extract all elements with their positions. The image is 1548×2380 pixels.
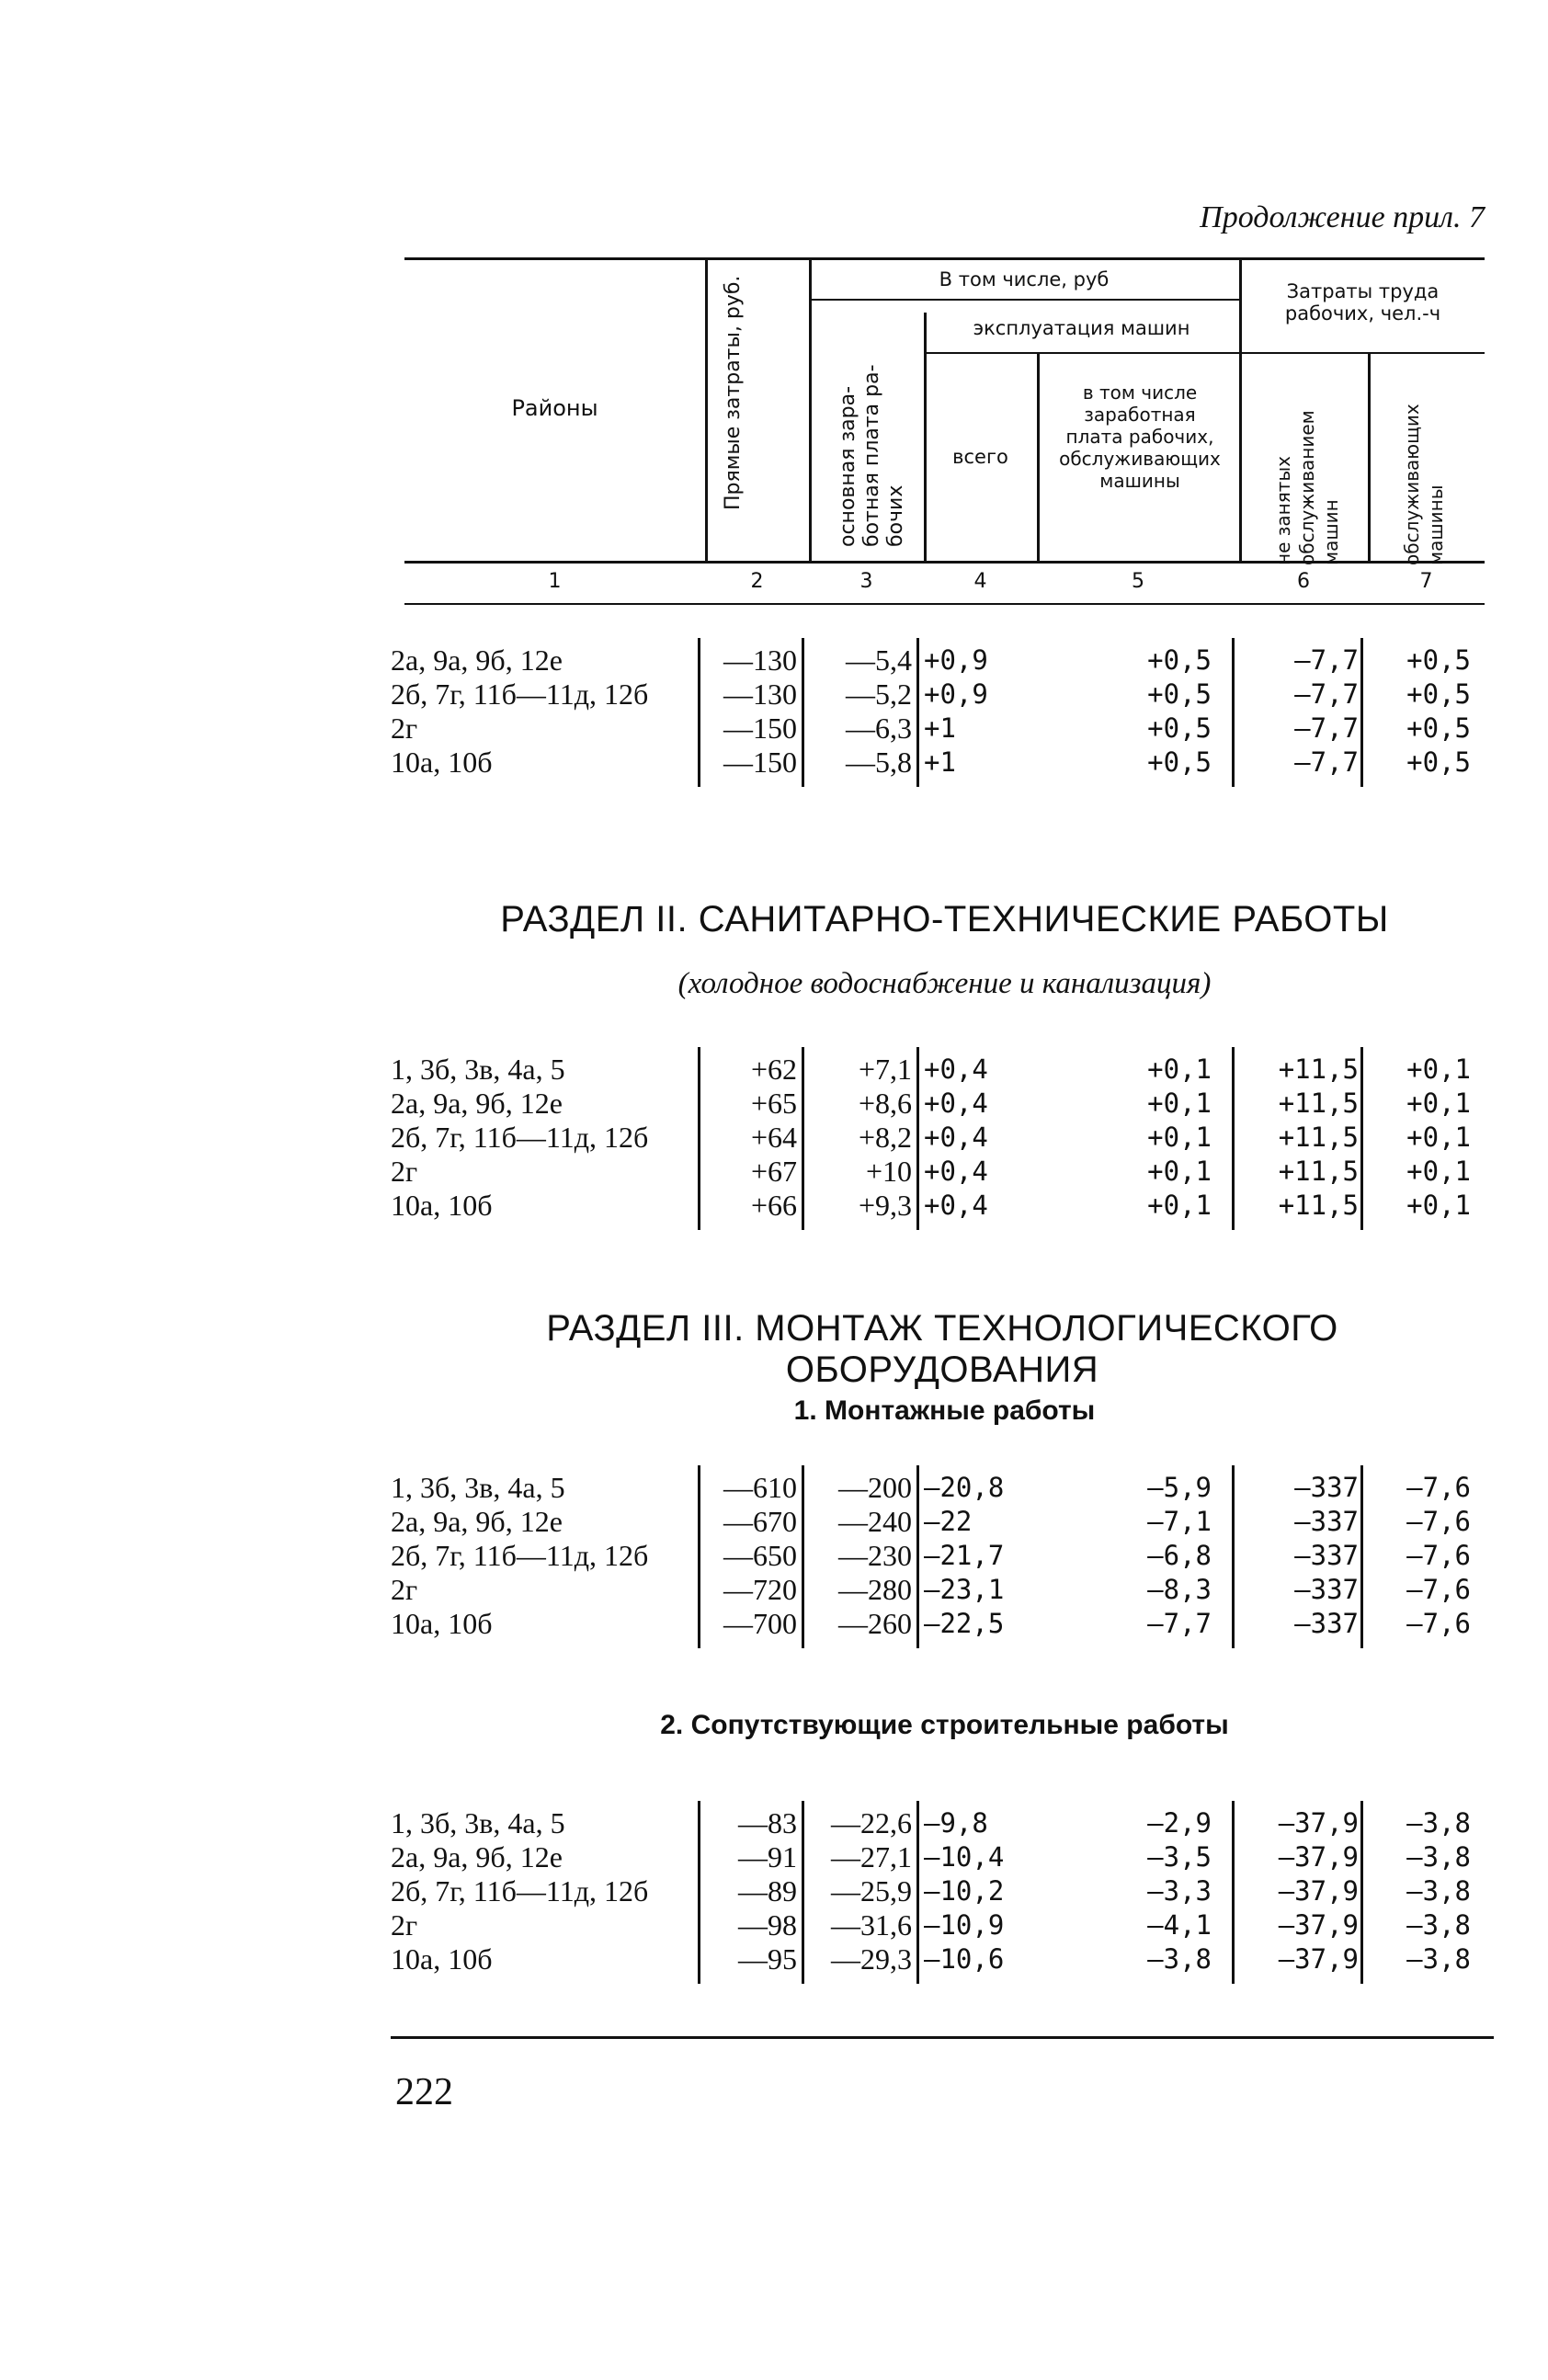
table-cell: +0,5 xyxy=(1406,746,1471,778)
table-cell: 2г xyxy=(391,1908,418,1942)
table-cell: +0,5 xyxy=(1406,712,1471,744)
machines-total-col xyxy=(924,1053,1030,1223)
header-divider xyxy=(1368,354,1371,564)
table-cell: —130 xyxy=(723,643,797,677)
regions-col xyxy=(391,1053,694,1223)
table-cell: —22,6 xyxy=(831,1806,912,1839)
table-cell: —670 xyxy=(723,1505,797,1538)
table-cell: +0,4 xyxy=(924,1190,988,1221)
column-divider xyxy=(916,638,919,787)
table-cell: —10,9 xyxy=(924,1909,1005,1941)
machine-wage-col xyxy=(1037,643,1212,780)
bottom-rule xyxy=(391,2036,1494,2039)
table-cell: —337 xyxy=(1294,1506,1359,1537)
table-cell: +0,1 xyxy=(1147,1088,1212,1119)
table-cell: +0,1 xyxy=(1406,1122,1471,1153)
wage-col xyxy=(809,643,912,780)
machines-total-col xyxy=(924,643,1030,780)
header-divider xyxy=(705,260,708,564)
table-cell: +0,5 xyxy=(1147,678,1212,710)
table-cell: 2г xyxy=(391,712,418,745)
machines-total-col xyxy=(924,1471,1030,1641)
column-divider xyxy=(1232,1465,1235,1648)
table-cell: 2б, 7г, 11б—11д, 12б xyxy=(391,678,649,711)
regions-col xyxy=(391,1806,694,1976)
table-cell: —7,6 xyxy=(1406,1472,1471,1503)
table-cell: +1 xyxy=(924,746,956,778)
table-cell: +0,4 xyxy=(924,1088,988,1119)
colnum-6: 6 xyxy=(1297,570,1310,593)
section-3-table-2 xyxy=(0,1806,1548,1999)
labor-serving-col xyxy=(1368,1053,1471,1223)
table-cell: 10а, 10б xyxy=(391,1942,493,1976)
table-cell: +0,1 xyxy=(1147,1053,1212,1085)
regions-col xyxy=(391,1471,694,1641)
wage-col xyxy=(809,1471,912,1641)
column-divider xyxy=(1360,1801,1363,1984)
table-cell: —7,6 xyxy=(1406,1608,1471,1639)
table-cell: +0,1 xyxy=(1406,1088,1471,1119)
machine-wage-col xyxy=(1037,1806,1212,1976)
col-machine-wage-header: в том числе заработная плата рабочих, обслуживающих машины xyxy=(1059,381,1221,492)
table-cell: 2а, 9а, 9б, 12е xyxy=(391,1087,563,1120)
column-divider xyxy=(698,1801,700,1984)
column-divider xyxy=(698,1465,700,1648)
table-cell: —6,3 xyxy=(846,712,912,745)
table-cell: —7,7 xyxy=(1294,678,1359,710)
table-cell: +0,4 xyxy=(924,1053,988,1085)
header-rule xyxy=(924,352,1239,354)
colnum-3: 3 xyxy=(859,570,873,593)
table-cell: +0,5 xyxy=(1406,644,1471,676)
table-cell: —27,1 xyxy=(831,1840,912,1873)
section-1-table xyxy=(0,643,1548,827)
table-cell: —7,7 xyxy=(1147,1608,1212,1639)
table-cell: +11,5 xyxy=(1278,1156,1359,1187)
table-cell: —5,8 xyxy=(846,746,912,779)
column-divider xyxy=(1360,638,1363,787)
table-cell: —37,9 xyxy=(1278,1841,1359,1873)
continuation-label: Продолжение прил. 7 xyxy=(1200,200,1485,234)
table-cell: —95 xyxy=(738,1942,797,1976)
table-cell: —7,6 xyxy=(1406,1540,1471,1571)
table-cell: —37,9 xyxy=(1278,1875,1359,1907)
table-cell: +0,1 xyxy=(1406,1156,1471,1187)
table-cell: —25,9 xyxy=(831,1874,912,1907)
column-divider xyxy=(802,1465,804,1648)
section-2-table xyxy=(0,1053,1548,1246)
table-cell: +62 xyxy=(750,1053,797,1086)
table-cell: 2г xyxy=(391,1573,418,1606)
section-3-sub2: 2. Сопутствующие строительные работы xyxy=(660,1710,1229,1740)
section-3-title: РАЗДЕЛ III. МОНТАЖ ТЕХНОЛОГИЧЕСКОГО ОБОРУДОВАНИЯ xyxy=(546,1308,1338,1390)
table-cell: —37,9 xyxy=(1278,1943,1359,1975)
table-cell: 2г xyxy=(391,1155,418,1188)
table-cell: —5,2 xyxy=(846,678,912,711)
table-cell: —83 xyxy=(738,1806,797,1839)
table-cell: +66 xyxy=(750,1189,797,1222)
col-serving-header: обслуживающих машины xyxy=(1401,404,1447,565)
wage-col xyxy=(809,1053,912,1223)
col-regions-header: Районы xyxy=(511,395,598,421)
table-cell: +65 xyxy=(750,1087,797,1120)
col-total-header: всего xyxy=(952,446,1008,468)
direct-col xyxy=(705,1806,797,1976)
labor-not-busy-col xyxy=(1239,1471,1359,1641)
table-cell: +11,5 xyxy=(1278,1190,1359,1221)
column-divider xyxy=(1232,638,1235,787)
table-cell: —650 xyxy=(723,1539,797,1572)
table-cell: —10,4 xyxy=(924,1841,1005,1873)
table-cell: —89 xyxy=(738,1874,797,1907)
table-cell: 2а, 9а, 9б, 12е xyxy=(391,643,563,677)
section-2-title: РАЗДЕЛ II. САНИТАРНО-ТЕХНИЧЕСКИЕ РАБОТЫ xyxy=(500,899,1389,939)
table-cell: +8,2 xyxy=(858,1121,912,1154)
table-cell: —240 xyxy=(838,1505,912,1538)
table-cell: —10,6 xyxy=(924,1943,1005,1975)
table-cell: —21,7 xyxy=(924,1540,1005,1571)
table-cell: +9,3 xyxy=(858,1189,912,1222)
table-cell: —2,9 xyxy=(1147,1807,1212,1839)
colnum-4: 4 xyxy=(973,570,987,593)
table-cell: —3,8 xyxy=(1406,1841,1471,1873)
column-divider xyxy=(1232,1801,1235,1984)
colnum-rule xyxy=(404,603,1485,605)
table-cell: +0,5 xyxy=(1147,712,1212,744)
table-cell: —29,3 xyxy=(831,1942,912,1976)
column-divider xyxy=(802,1801,804,1984)
table-cell: +0,1 xyxy=(1147,1156,1212,1187)
direct-col xyxy=(705,1053,797,1223)
table-cell: —337 xyxy=(1294,1574,1359,1605)
table-cell: +0,5 xyxy=(1406,678,1471,710)
col-not-busy-header: не занятых обслуживанием машин xyxy=(1272,410,1342,565)
column-divider xyxy=(698,1047,700,1230)
table-cell: —3,8 xyxy=(1406,1909,1471,1941)
table-cell: —260 xyxy=(838,1607,912,1640)
labor-not-busy-col xyxy=(1239,643,1359,780)
table-cell: —37,9 xyxy=(1278,1909,1359,1941)
column-divider xyxy=(916,1465,919,1648)
table-cell: 10а, 10б xyxy=(391,746,493,779)
table-cell: —280 xyxy=(838,1573,912,1606)
table-cell: +64 xyxy=(750,1121,797,1154)
table-cell: 10а, 10б xyxy=(391,1607,493,1640)
labor-serving-col xyxy=(1368,1471,1471,1641)
table-cell: 1, 3б, 3в, 4а, 5 xyxy=(391,1471,565,1504)
labor-serving-col xyxy=(1368,643,1471,780)
table-cell: +0,1 xyxy=(1406,1053,1471,1085)
table-cell: —4,1 xyxy=(1147,1909,1212,1941)
table-cell: 1, 3б, 3в, 4а, 5 xyxy=(391,1806,565,1839)
table-cell: —7,7 xyxy=(1294,746,1359,778)
header-divider xyxy=(1037,354,1040,564)
table-cell: —3,8 xyxy=(1406,1807,1471,1839)
table-cell: +0,4 xyxy=(924,1156,988,1187)
column-divider xyxy=(916,1047,919,1230)
top-rule xyxy=(404,257,1485,260)
table-cell: —10,2 xyxy=(924,1875,1005,1907)
wage-col xyxy=(809,1806,912,1976)
column-divider xyxy=(1232,1047,1235,1230)
table-cell: +8,6 xyxy=(858,1087,912,1120)
table-cell: —3,8 xyxy=(1406,1875,1471,1907)
colnum-1: 1 xyxy=(548,570,562,593)
machine-wage-col xyxy=(1037,1471,1212,1641)
direct-col xyxy=(705,643,797,780)
group-machines-header: эксплуатация машин xyxy=(973,317,1190,339)
table-cell: —337 xyxy=(1294,1608,1359,1639)
table-cell: —7,7 xyxy=(1294,644,1359,676)
colnum-7: 7 xyxy=(1419,570,1433,593)
column-divider xyxy=(802,1047,804,1230)
table-cell: +0,5 xyxy=(1147,644,1212,676)
table-cell: +10 xyxy=(865,1155,912,1188)
regions-col xyxy=(391,643,694,780)
table-cell: —5,9 xyxy=(1147,1472,1212,1503)
table-cell: +0,1 xyxy=(1147,1190,1212,1221)
col-direct-header: Прямые затраты, руб. xyxy=(722,275,745,510)
table-cell: +11,5 xyxy=(1278,1122,1359,1153)
table-cell: 2б, 7г, 11б—11д, 12б xyxy=(391,1539,649,1572)
table-cell: —3,8 xyxy=(1406,1943,1471,1975)
labor-not-busy-col xyxy=(1239,1053,1359,1223)
table-cell: 1, 3б, 3в, 4а, 5 xyxy=(391,1053,565,1086)
table-cell: +1 xyxy=(924,712,956,744)
group-labor-header: Затраты труда рабочих, чел.-ч xyxy=(1284,280,1441,325)
table-cell: 2а, 9а, 9б, 12е xyxy=(391,1840,563,1873)
page-number: 222 xyxy=(395,2071,453,2113)
labor-serving-col xyxy=(1368,1806,1471,1976)
header-divider xyxy=(809,260,812,564)
group-incl-header: В том числе, руб xyxy=(939,268,1110,290)
table-cell: 2б, 7г, 11б—11д, 12б xyxy=(391,1121,649,1154)
table-cell: +0,1 xyxy=(1147,1122,1212,1153)
table-cell: —6,8 xyxy=(1147,1540,1212,1571)
machines-total-col xyxy=(924,1806,1030,1976)
table-cell: —98 xyxy=(738,1908,797,1942)
table-cell: +0,9 xyxy=(924,644,988,676)
table-cell: —5,4 xyxy=(846,643,912,677)
table-cell: —337 xyxy=(1294,1540,1359,1571)
section-3-sub1: 1. Монтажные работы xyxy=(793,1395,1096,1426)
table-cell: —7,6 xyxy=(1406,1506,1471,1537)
table-cell: —130 xyxy=(723,678,797,711)
table-cell: —3,5 xyxy=(1147,1841,1212,1873)
column-divider xyxy=(1360,1047,1363,1230)
table-cell: —720 xyxy=(723,1573,797,1606)
table-cell: +7,1 xyxy=(858,1053,912,1086)
header-divider xyxy=(1239,260,1242,564)
table-cell: —150 xyxy=(723,746,797,779)
header-rule xyxy=(1239,352,1485,354)
table-cell: —3,8 xyxy=(1147,1943,1212,1975)
column-divider xyxy=(1360,1465,1363,1648)
table-cell: —700 xyxy=(723,1607,797,1640)
table-cell: 2а, 9а, 9б, 12е xyxy=(391,1505,563,1538)
table-cell: —37,9 xyxy=(1278,1807,1359,1839)
table-cell: —3,3 xyxy=(1147,1875,1212,1907)
section-3-table-1 xyxy=(0,1471,1548,1664)
table-cell: —22 xyxy=(924,1506,973,1537)
table-cell: —7,7 xyxy=(1294,712,1359,744)
table-cell: +0,9 xyxy=(924,678,988,710)
table-cell: —9,8 xyxy=(924,1807,988,1839)
column-divider xyxy=(698,638,700,787)
table-cell: —8,3 xyxy=(1147,1574,1212,1605)
table-cell: —20,8 xyxy=(924,1472,1005,1503)
table-cell: —610 xyxy=(723,1471,797,1504)
colnum-2: 2 xyxy=(750,570,764,593)
header-rule xyxy=(809,299,1239,301)
table-cell: —200 xyxy=(838,1471,912,1504)
labor-not-busy-col xyxy=(1239,1806,1359,1976)
table-cell: —230 xyxy=(838,1539,912,1572)
direct-col xyxy=(705,1471,797,1641)
table-cell: +67 xyxy=(750,1155,797,1188)
table-cell: +0,5 xyxy=(1147,746,1212,778)
table-cell: —7,1 xyxy=(1147,1506,1212,1537)
table-cell: 10а, 10б xyxy=(391,1189,493,1222)
table-cell: +11,5 xyxy=(1278,1053,1359,1085)
table-cell: +0,1 xyxy=(1406,1190,1471,1221)
section-2-subtitle: (холодное водоснабжение и канализация) xyxy=(677,967,1212,1000)
table-cell: 2б, 7г, 11б—11д, 12б xyxy=(391,1874,649,1907)
table-cell: —7,6 xyxy=(1406,1574,1471,1605)
col-wage-header: основная зара-ботная плата ра-бочих xyxy=(837,364,907,547)
header-divider xyxy=(924,313,927,564)
table-cell: +11,5 xyxy=(1278,1088,1359,1119)
table-cell: —31,6 xyxy=(831,1908,912,1942)
column-divider xyxy=(802,638,804,787)
table-cell: —23,1 xyxy=(924,1574,1005,1605)
column-divider xyxy=(916,1801,919,1984)
table-cell: +0,4 xyxy=(924,1122,988,1153)
table-cell: —91 xyxy=(738,1840,797,1873)
colnum-5: 5 xyxy=(1132,570,1144,593)
table-cell: —22,5 xyxy=(924,1608,1005,1639)
table-cell: —337 xyxy=(1294,1472,1359,1503)
table-cell: —150 xyxy=(723,712,797,745)
machine-wage-col xyxy=(1037,1053,1212,1223)
